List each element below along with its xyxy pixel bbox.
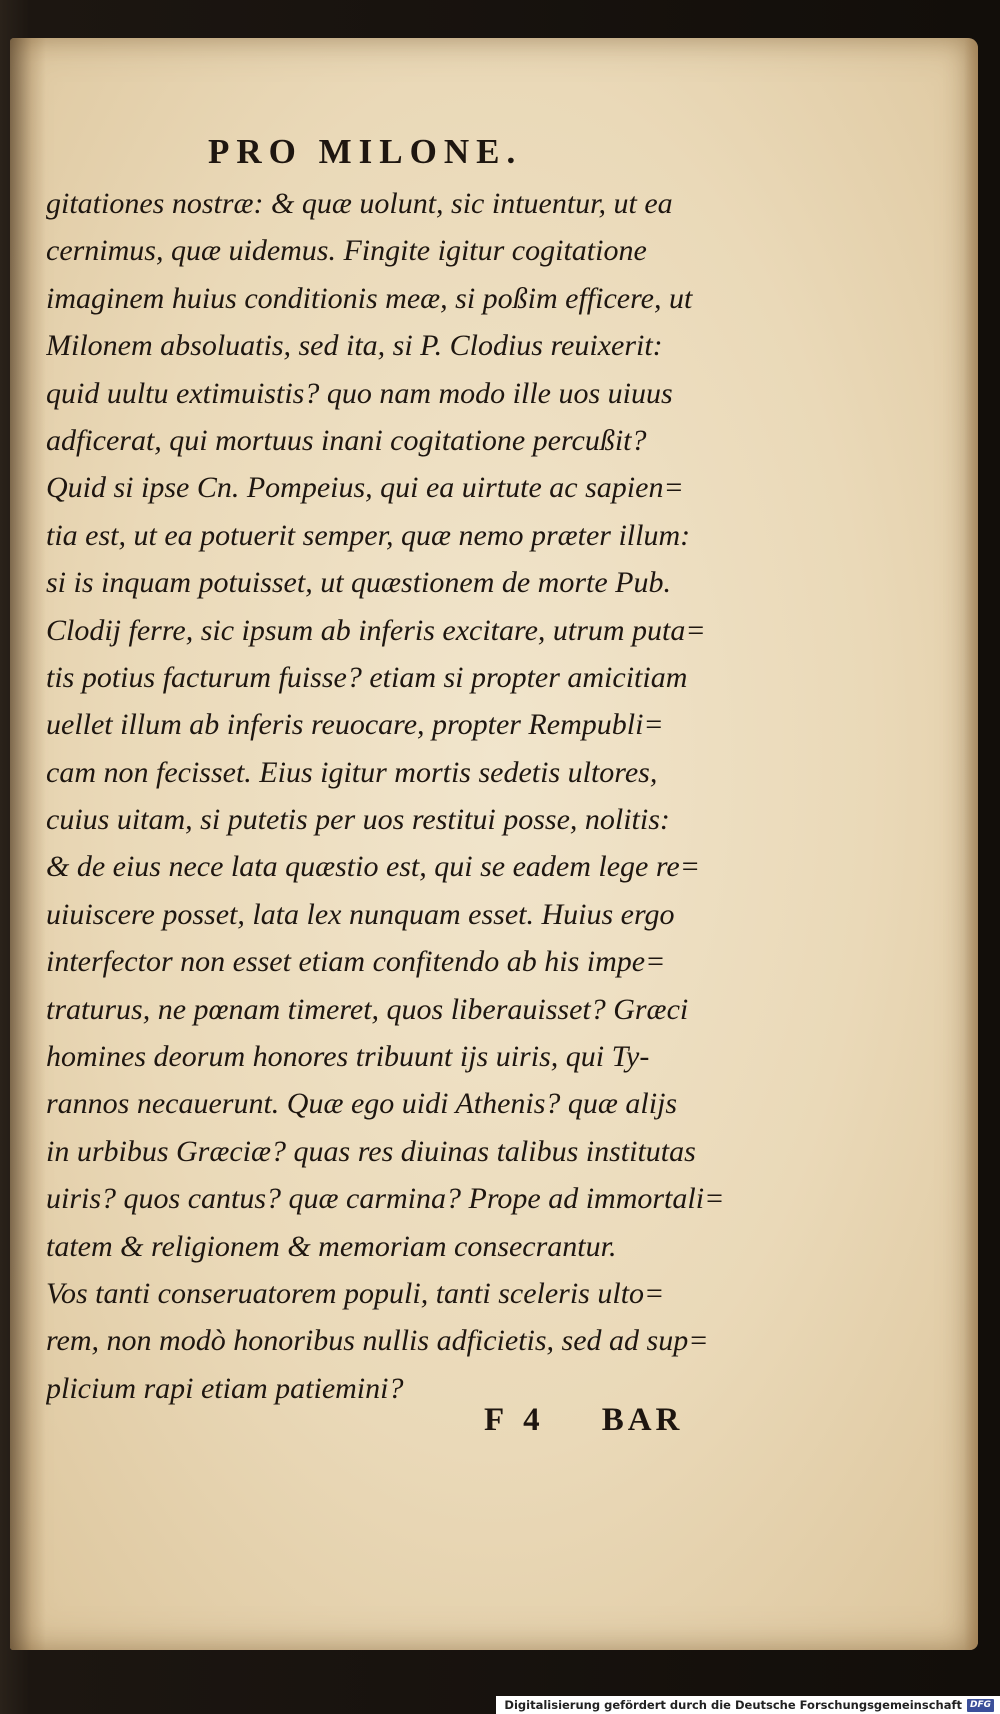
text-line: Clodij ferre, sic ipsum ab inferis excitare, utrum puta= (46, 613, 706, 647)
page-spine-shadow (10, 38, 46, 1650)
text-line: in urbibus Græciæ? quas res diuinas talibus institutas (46, 1134, 696, 1168)
catchword: BAR (601, 1402, 684, 1438)
text-line: & de eius nece lata quæstio est, qui se eadem lege re= (46, 850, 700, 884)
text-line: tatem & religionem & memoriam consecrantur. (46, 1229, 617, 1263)
page-edge-shadow (964, 38, 978, 1650)
funding-credit: Digitalisierung gefördert durch die Deutsche Forschungsgemeinschaft (504, 1698, 962, 1712)
text-line: imaginem huius conditionis meæ, si poßim efficere, ut (46, 281, 693, 315)
text-block (46, 180, 806, 1412)
footer-bar (496, 1696, 1000, 1714)
text-line: si is inquam potuisset, ut quæstionem de morte Pub. (46, 566, 671, 600)
text-line: quid uultu extimuistis? quo nam modo ille uos uiuus (46, 376, 673, 410)
text-line: uellet illum ab inferis reuocare, propter Rempubli= (46, 708, 664, 742)
text-line: tia est, ut ea potuerit semper, quæ nemo præter illum: (46, 518, 691, 552)
text-line: plicium rapi etiam patiemini? (46, 1371, 404, 1405)
text-line: cam non fecisset. Eius igitur mortis sedetis ultores, (46, 755, 658, 789)
text-line: tis potius facturum fuisse? etiam si propter amicitiam (46, 660, 688, 694)
text-line: uiris? quos cantus? quæ carmina? Prope ad immortali= (46, 1182, 725, 1216)
text-line: Vos tanti conseruatorem populi, tanti sceleris ulto= (46, 1276, 665, 1310)
text-line: interfector non esset etiam confitendo ab his impe= (46, 945, 666, 979)
text-line: adficerat, qui mortuus inani cogitatione percußit? (46, 423, 647, 457)
text-line: cuius uitam, si putetis per uos restitui posse, nolitis: (46, 803, 670, 837)
text-line: rannos necauerunt. Quæ ego uidi Athenis? quæ alijs (46, 1087, 678, 1121)
text-line: gitationes nostræ: & quæ uolunt, sic intuentur, ut ea (46, 187, 673, 220)
signature-mark: F 4 (484, 1402, 546, 1438)
text-line: traturus, ne pœnam timeret, quos liberauisset? Græci (46, 992, 689, 1026)
text-line: Quid si ipse Cn. Pompeius, qui ea uirtute ac sapien= (46, 471, 684, 505)
text-line: Milonem absoluatis, sed ita, si P. Clodius reuixerit: (46, 329, 663, 363)
signature-line (484, 1402, 683, 1439)
text-line: cernimus, quæ uidemus. Fingite igitur cogitatione (46, 234, 647, 268)
running-head: PRO MILONE. (208, 132, 523, 171)
text-line: homines deorum honores tribuunt ijs uiris, qui Ty- (46, 1040, 650, 1074)
text-line: rem, non modò honoribus nullis adficietis, sed ad sup= (46, 1324, 709, 1358)
text-line: uiuiscere posset, lata lex nunquam esset. Huius ergo (46, 897, 675, 931)
dfg-logo-icon: DFG (967, 1699, 994, 1712)
